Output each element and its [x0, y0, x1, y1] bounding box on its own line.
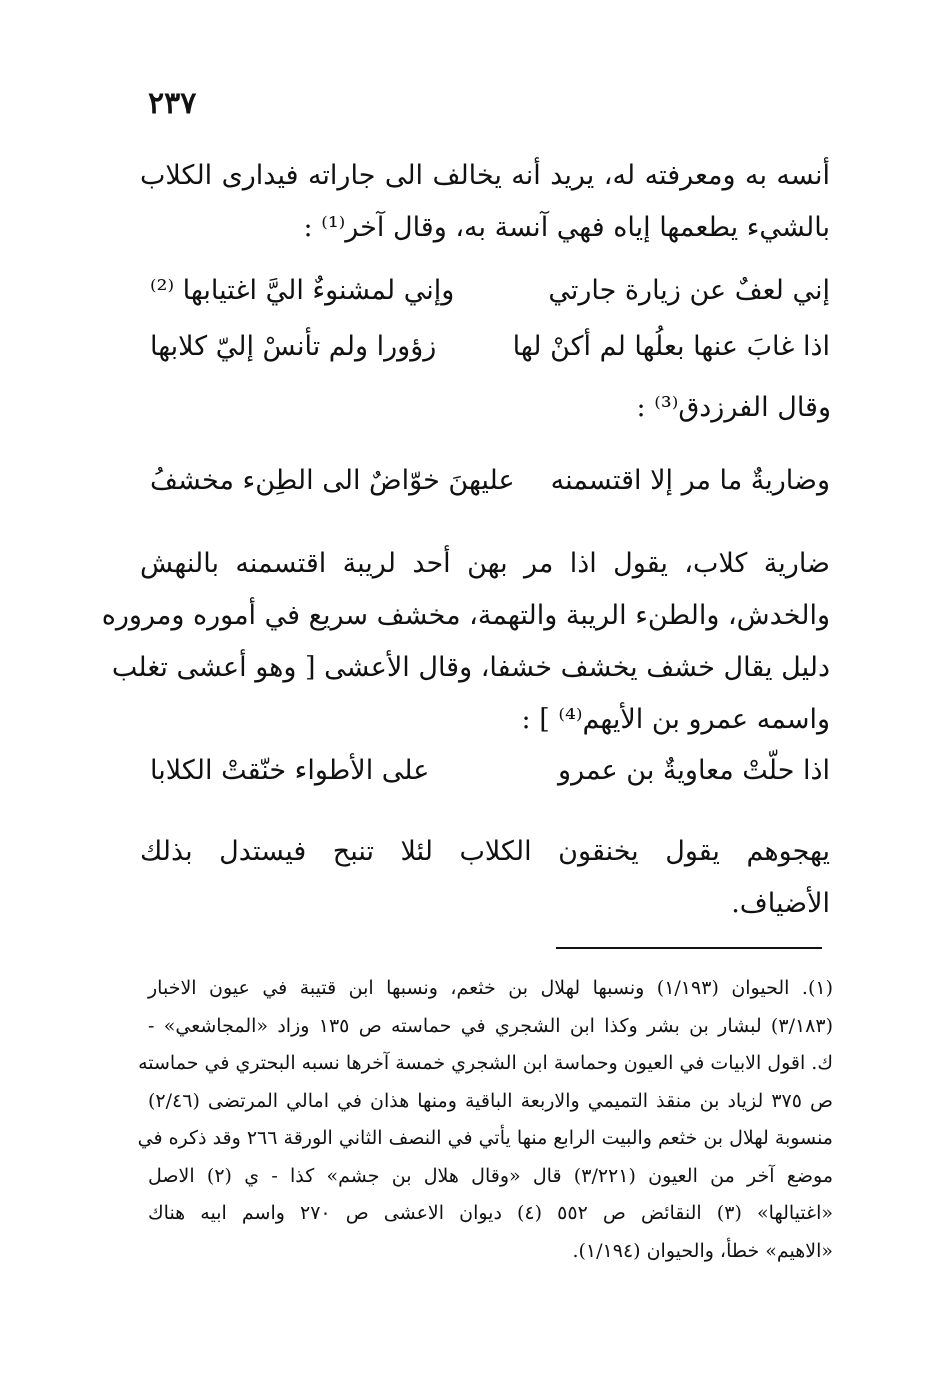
poem-verses-3: [150, 742, 830, 798]
paragraph-3: [140, 826, 830, 930]
paragraph-line: الأضياف.: [731, 888, 830, 919]
verse-first-hemistich: وضاريةٌ ما مر إلا اقتسمنه: [550, 464, 830, 496]
verse-first-hemistich: اذا غابَ عنها بعلُها لم أكنْ لها: [512, 330, 830, 362]
footnote-line: موضع آخر من العيون (٣/٢٢١) قال «وقال هلال بن جشم» كذا - ي (٢) الاصل: [148, 1164, 834, 1187]
footnote-line: «الاهيم» خطأ، والحيوان (١/١٩٤).: [572, 1239, 833, 1262]
paragraph-2: [101, 538, 830, 746]
footnote-separator: [556, 947, 822, 949]
footnote-line: (١). الحيوان (١/١٩٣) ونسبها لهلال بن خثعم، ونسبها ابن قتيبة في عيون الاخبار: [148, 977, 833, 999]
verse-line: [150, 742, 830, 798]
farazdaq-intro: وقال الفرزدق⁽³⁾ :: [636, 392, 831, 423]
paragraph-line: يهجوهم يقول يخنقون الكلاب لئلا تنبح فيستدل بذلك: [140, 836, 830, 867]
verse-line: [150, 318, 830, 374]
verse-first-hemistich: اذا حلّتْ معاويةٌ بن عمرو: [558, 754, 830, 786]
paragraph-line: بالشيء يطعمها إياه فهي آنسة به، وقال آخر⁽¹⁾ :: [303, 212, 830, 243]
paragraph-line: أنسه به ومعرفته له، يريد أنه يخالف الى جاراته فيدارى الكلاب: [140, 160, 830, 191]
footnote-line: «اغتيالها» (٣) النقائض ص ٥٥٢ (٤) ديوان الاعشى ص ٢٧٠ واسم ابيه هناك: [148, 1202, 833, 1224]
verse-second-hemistich: عليهنَ خوّاضٌ الى الطِنء مخشفُ: [150, 464, 515, 496]
paragraph-line: والخدش، والطنء الريبة والتهمة، مخشف سريع في أموره ومروره: [101, 600, 830, 631]
verse-line: [150, 452, 830, 508]
footnote-line: (٣/١٨٣) لبشار بن بشر وكذا ابن الشجري في حماسته ص ١٣٥ وزاد «المجاشعي» -: [148, 1014, 834, 1037]
verse-line: [150, 262, 830, 318]
footnote-line: ص ٣٧٥ لزياد بن منقذ التميمي والاربعة الباقية ومنها هذان في امالي المرتضى (٢/٤٦): [148, 1089, 833, 1112]
footnote-line: منسوبة لهلال بن خثعم والبيت الرابع منها يأتي في النصف الثاني الورقة ٢٦٦ وقد ذكره في: [137, 1127, 833, 1149]
verse-first-hemistich: إني لعفٌ عن زيارة جارتي: [548, 274, 830, 306]
footnotes: [137, 970, 834, 1270]
paragraph-line: واسمه عمرو بن الأيهم⁽⁴⁾ ] :: [521, 704, 830, 735]
verse-second-hemistich: وإني لمشنوءٌ اليَّ اغتيابها ⁽²⁾: [150, 274, 455, 306]
poem-verses-2: [150, 452, 830, 508]
paragraph-line: دليل يقال خشف يخشف خشفا، وقال الأعشى [ وهو أعشى تغلب: [111, 652, 830, 683]
page-number: ٢٣٧: [148, 86, 197, 121]
verse-second-hemistich: زؤورا ولم تأنسْ إليّ كلابها: [150, 330, 437, 362]
verse-second-hemistich: على الأطواء خنّقتْ الكلابا: [150, 754, 430, 786]
poem-verses-1: [150, 262, 830, 374]
footnote-line: ك. اقول الابيات في العيون وحماسة ابن الشجري خمسة آخرها نسبه البحتري في حماسته: [138, 1052, 833, 1074]
paragraph-1: [140, 150, 830, 254]
paragraph-line: ضارية كلاب، يقول اذا مر بهن أحد لريبة اقتسمنه بالنهش: [140, 548, 830, 579]
